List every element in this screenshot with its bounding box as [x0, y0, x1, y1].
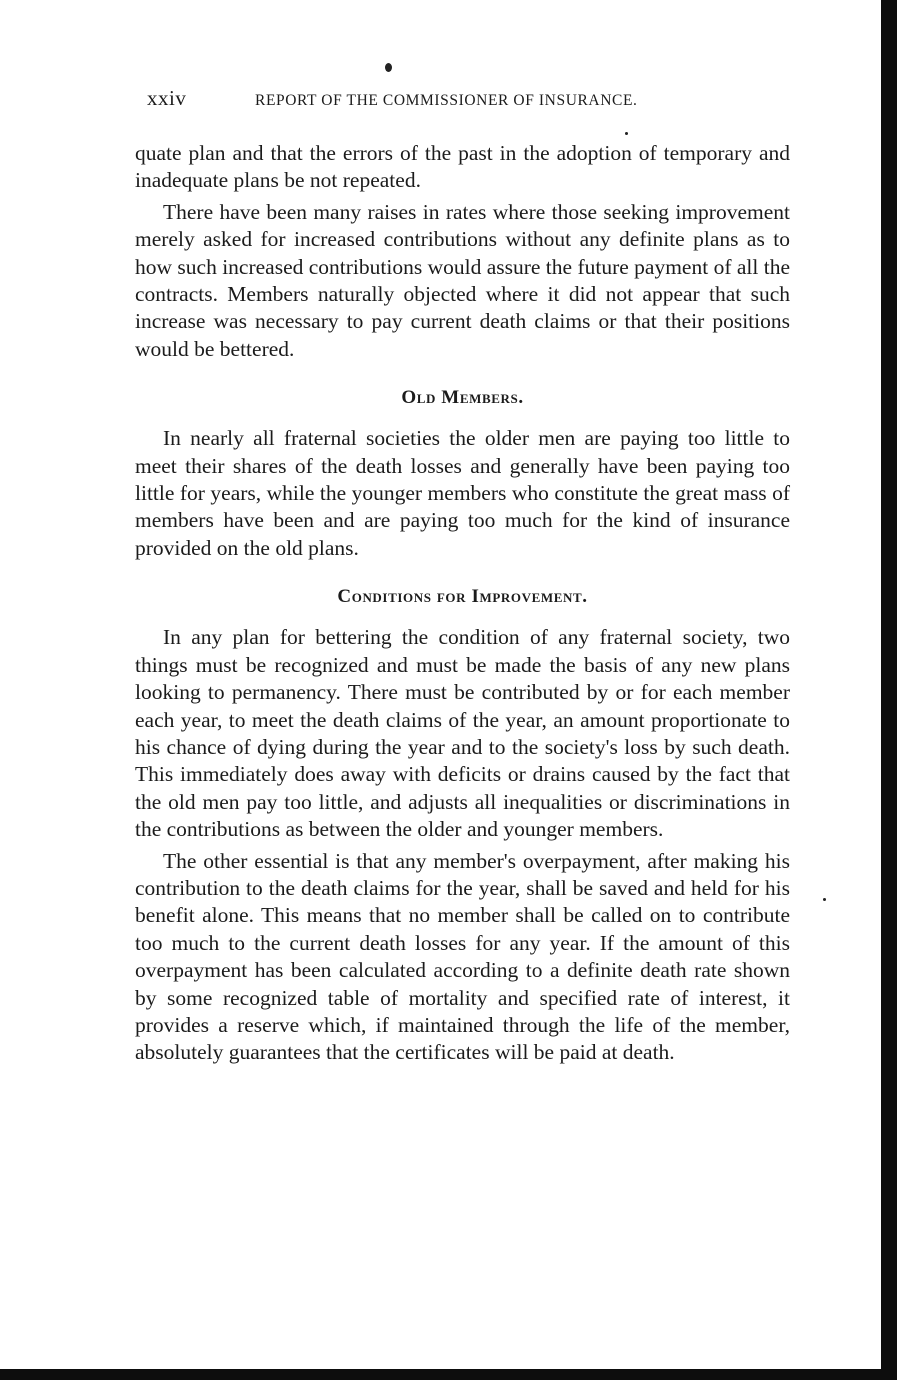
paragraph-conditions-2: The other essential is that any member's overpayment, after making his contribution to the death claims for the year, shall be saved and held for his benefit alone. This means that no member shall be called on to contribute too much to the current death losses for any year. If the amount of this overpayment has been calculated according to a definite death rate shown by some recognized table of mortality and specified rate of interest, it provides a reserve which, if maintained through the life of the member, absolutely guarantees that the certificates will be paid at death. — [135, 848, 790, 1065]
paragraph-old-members: In nearly all fraternal societies the older men are paying too little to meet their shares of the death losses and generally have been paying too little for years, while the younger members who constitute the great mass of members have been and are paying too much for the kind of insurance provided on the old plans. — [135, 426, 790, 560]
scan-border-bottom — [0, 1369, 897, 1380]
running-title: REPORT OF THE COMMISSIONER OF INSURANCE. — [255, 92, 638, 109]
paragraph-continued: quate plan and that the errors of the past in the adoption of temporary and inadequate plans be not repeated. — [135, 141, 790, 193]
page-body — [135, 140, 790, 1071]
scan-border-right — [881, 0, 897, 1380]
running-header — [147, 86, 703, 116]
paragraph-rate-raises: There have been many raises in rates where those seeking improvement merely asked for increased contributions without any definite plans as to how such increased contributions would assure the future payment of all the contracts. Members naturally objected where it did not appear that such increase was necessary to pay current death claims or that their positions would be bettered. — [135, 199, 790, 361]
ink-speck — [385, 63, 392, 72]
heading-conditions-for-improvement: Conditions for Improvement. — [337, 586, 588, 608]
page-number: xxiv — [147, 86, 187, 110]
paragraph-conditions-1: In any plan for bettering the condition of any fraternal society, two things must be recognized and must be made the basis of any new plans looking to permanency. There must be contributed by or for each member each year, to meet the death claims of the year, an amount proportionate to his chance of dying during the year and to the society's loss by such death. This immediately does away with deficits or drains caused by the fact that the old men pay too little, and adjusts all inequalities or discriminations in the contributions as between the older and younger members. — [135, 625, 790, 842]
ink-speck — [625, 132, 628, 135]
ink-speck — [823, 898, 826, 901]
heading-old-members: Old Members. — [401, 387, 524, 409]
